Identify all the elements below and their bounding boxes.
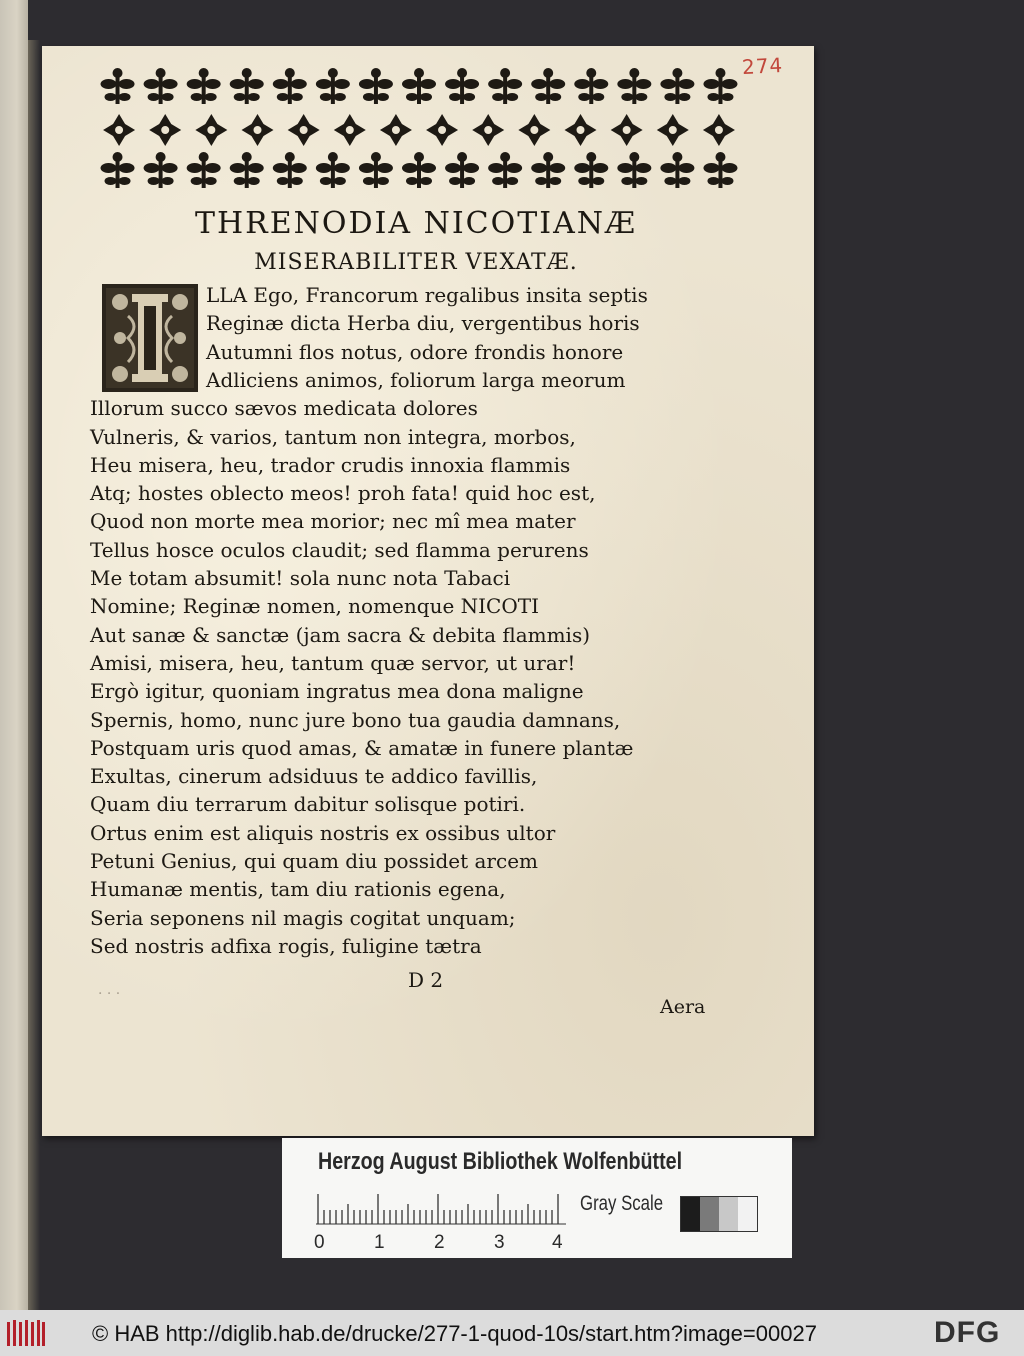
poem-line: Illorum succo sævos medicata dolores bbox=[90, 396, 478, 421]
ornament-row-top bbox=[101, 68, 738, 104]
ornament-motif bbox=[144, 68, 178, 104]
ornament-motif bbox=[703, 152, 737, 188]
ornament-motif bbox=[230, 152, 264, 188]
ornament-motif bbox=[488, 152, 522, 188]
page-title: THRENODIA NICOTIANÆ bbox=[194, 206, 638, 241]
ornament-motif bbox=[617, 68, 651, 104]
manuscript-page-number: 274 bbox=[741, 52, 784, 80]
page-subtitle: MISERABILITER VEXATÆ. bbox=[254, 250, 578, 275]
ruler-number: 4 bbox=[552, 1232, 563, 1253]
ornament-motif bbox=[242, 114, 274, 146]
catchword: Aera bbox=[660, 996, 706, 1018]
ruler-number: 2 bbox=[434, 1232, 445, 1253]
signature-mark: D 2 bbox=[408, 968, 444, 992]
poem-line: Amisi, misera, heu, tantum quæ servor, ut urar! bbox=[90, 650, 576, 675]
ornament-motif bbox=[531, 152, 565, 188]
poem-line: Seria seponens nil magis cogitat unquam; bbox=[90, 905, 516, 930]
ornament-motif bbox=[273, 152, 307, 188]
ruler-icon bbox=[316, 1190, 566, 1230]
ornament-motif bbox=[273, 68, 307, 104]
ornament-motif bbox=[703, 68, 737, 104]
ornament-motif bbox=[660, 68, 694, 104]
ornament-motif bbox=[565, 114, 597, 146]
ornament-motif bbox=[359, 152, 393, 188]
ornament-motif bbox=[187, 68, 221, 104]
ornament-motif bbox=[101, 152, 135, 188]
ornament-motif bbox=[703, 114, 735, 146]
gray-scale-label: Gray Scale bbox=[580, 1192, 664, 1215]
poem-line: Tellus hosce oculos claudit; sed flamma perurens bbox=[90, 537, 589, 562]
poem-line: Quod non morte mea morior; nec mî mea mater bbox=[90, 509, 576, 534]
poem-line: Aut sanæ & sanctæ (jam sacra & debita flammis) bbox=[90, 622, 591, 647]
ornament-motif bbox=[617, 152, 651, 188]
poem-line: Atq; hostes oblecto meos! proh fata! quid hoc est, bbox=[90, 481, 596, 506]
ruler-number: 0 bbox=[314, 1232, 325, 1253]
printers-ornament-band bbox=[96, 68, 742, 192]
ornament-motif bbox=[316, 68, 350, 104]
show-through-text: · · · bbox=[98, 986, 121, 1002]
ruler-number: 1 bbox=[374, 1232, 385, 1253]
ornament-row-middle bbox=[103, 114, 735, 146]
library-name: Herzog August Bibliothek Wolfenbüttel bbox=[318, 1148, 683, 1175]
ornament-motif bbox=[660, 152, 694, 188]
backing-shadow bbox=[28, 40, 40, 1310]
poem-line: Autumni flos notus, odore frondis honore bbox=[206, 339, 624, 364]
ornament-motif bbox=[187, 152, 221, 188]
poem-line: Spernis, homo, nunc jure bono tua gaudia damnans, bbox=[90, 707, 621, 732]
ornament-motif bbox=[149, 114, 181, 146]
ornament-motif bbox=[103, 114, 135, 146]
ornament-motif bbox=[518, 114, 550, 146]
ornament-motif bbox=[195, 114, 227, 146]
ornament-motif bbox=[101, 68, 135, 104]
hab-columns-logo-icon bbox=[6, 1318, 46, 1348]
poem-line: Ergò igitur, quoniam ingratus mea dona maligne bbox=[90, 679, 584, 704]
ornament-motif bbox=[334, 114, 366, 146]
ornament-motif bbox=[657, 114, 689, 146]
poem-line: Reginæ dicta Herba diu, vergentibus horis bbox=[206, 311, 640, 336]
ornament-motif bbox=[488, 68, 522, 104]
decorated-initial-icon bbox=[100, 282, 200, 394]
ornament-motif bbox=[445, 68, 479, 104]
page-backing bbox=[0, 0, 28, 1310]
poem-line: Nomine; Reginæ nomen, nomenque NICOTI bbox=[90, 594, 539, 619]
gray-swatch bbox=[738, 1197, 757, 1231]
dfg-logo[interactable]: DFG bbox=[934, 1316, 1001, 1349]
poem-line: Adliciens animos, foliorum larga meorum bbox=[206, 367, 626, 392]
poem-line: Sed nostris adfixa rogis, fuligine tætra bbox=[90, 933, 482, 958]
poem-line: Humanæ mentis, tam diu rationis egena, bbox=[90, 877, 506, 902]
poem-line: Quam diu terrarum dabitur solisque potiri. bbox=[90, 792, 526, 817]
ornament-motif bbox=[402, 68, 436, 104]
ornament-row-bottom bbox=[101, 152, 738, 188]
ornament-motif bbox=[445, 152, 479, 188]
ornament-motif bbox=[380, 114, 412, 146]
copyright-link[interactable]: © HAB http://diglib.hab.de/drucke/277-1-quod-10s/start.htm?image=00027 bbox=[92, 1321, 817, 1346]
ornament-motif bbox=[574, 68, 608, 104]
gray-swatch bbox=[681, 1197, 700, 1231]
ruler-number: 3 bbox=[494, 1232, 505, 1253]
ornament-motif bbox=[316, 152, 350, 188]
poem-line: Petuni Genius, qui quam diu possidet arcem bbox=[90, 849, 538, 873]
ornament-motif bbox=[574, 152, 608, 188]
poem-line: LLA Ego, Francorum regalibus insita septis bbox=[206, 283, 648, 307]
poem-line: Me totam absumit! sola nunc nota Tabaci bbox=[90, 566, 511, 590]
ornament-motif bbox=[402, 152, 436, 188]
ornament-motif bbox=[230, 68, 264, 104]
ornament-motif bbox=[531, 68, 565, 104]
gray-scale-swatches bbox=[680, 1196, 758, 1232]
gray-swatch bbox=[700, 1197, 719, 1231]
poem-line: Heu misera, heu, trador crudis innoxia flammis bbox=[90, 452, 571, 477]
ornament-motif bbox=[144, 152, 178, 188]
ornament-motif bbox=[288, 114, 320, 146]
ornament-motif bbox=[472, 114, 504, 146]
ornament-motif bbox=[611, 114, 643, 146]
poem-line: Exultas, cinerum adsiduus te addico favillis, bbox=[90, 764, 538, 789]
ornament-motif bbox=[426, 114, 458, 146]
poem-line: Postquam uris quod amas, & amatæ in funere plantæ bbox=[90, 735, 634, 760]
poem-line: Vulneris, & varios, tantum non integra, morbos, bbox=[90, 424, 576, 449]
ornament-motif bbox=[359, 68, 393, 104]
poem-line: Ortus enim est aliquis nostris ex ossibus ultor bbox=[90, 820, 556, 845]
gray-swatch bbox=[719, 1197, 738, 1231]
